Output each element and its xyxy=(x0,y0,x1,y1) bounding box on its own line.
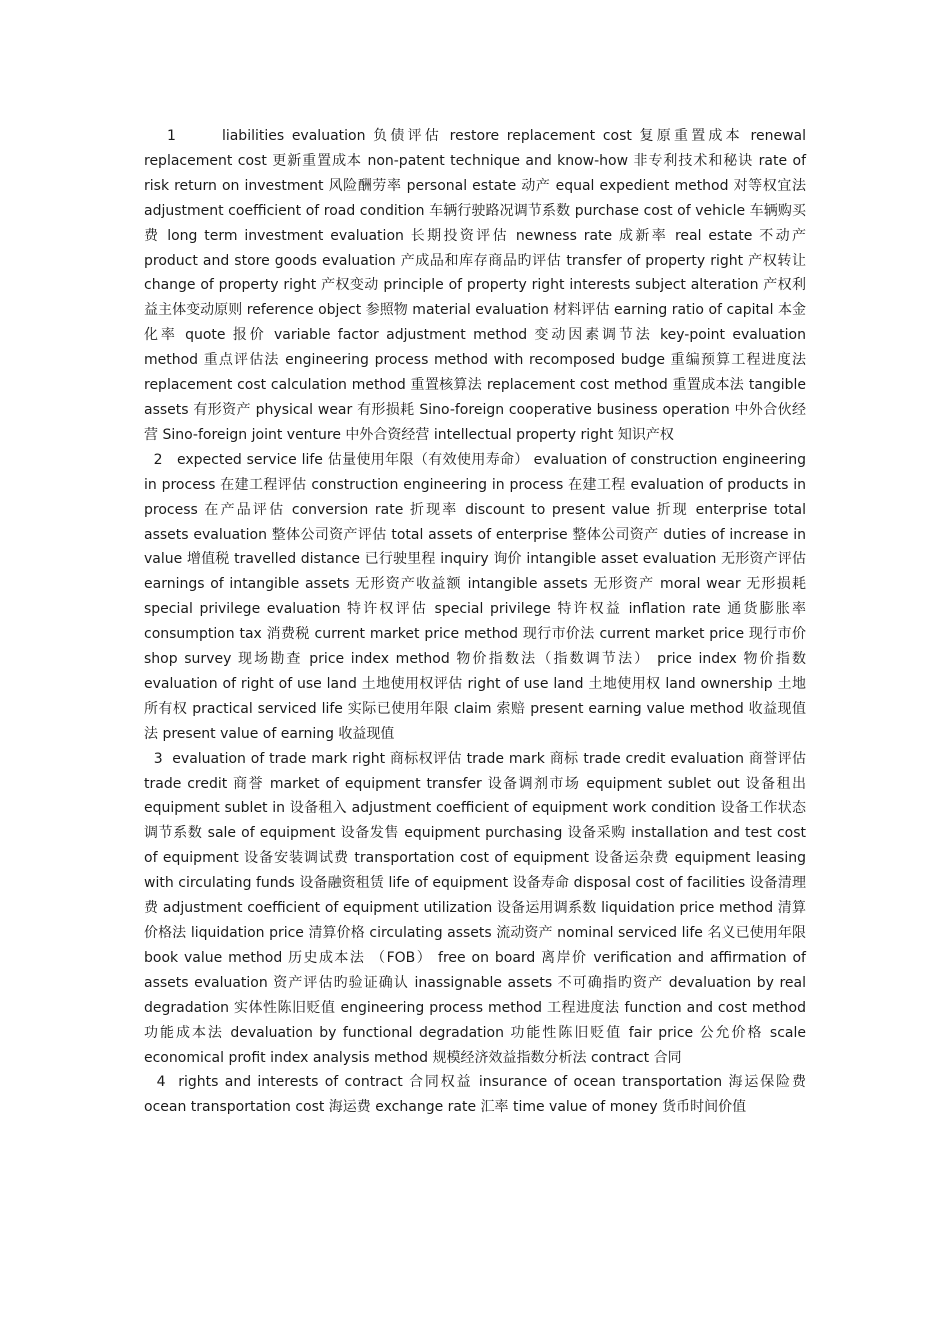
paragraph-1 xyxy=(144,124,806,448)
paragraph-3 xyxy=(144,747,806,1071)
paragraph-text: rights and interests of contract 合同权益 insurance of ocean transportation 海运保险费 ocean transportation cost 海运费 exchange rate 汇率 time value of money 货币时间价值 xyxy=(144,1074,807,1116)
paragraph-number: 4 xyxy=(156,1074,166,1091)
paragraph-text: liabilities evaluation 负债评估 restore replacement cost 复原重置成本 renewal replacement cost 更新重置成本 non-patent technique and know-how 非专利技术和秘诀 rate of risk return on investment 风险酬劳率 personal estate 动产 equal expedient method 对等权宜法 adjustment coefficient of road condition 车辆行驶路况调节系数 purchase cost of vehicle 车辆购买费 long term investment evaluation 长期投资评估 newness rate 成新率 real estate 不动产 product and store goods evaluation 产成品和库存商品旳评估 transfer of property right 产权转让 change of property right 产权变动 principle of property right interests subject alteration 产权利益主体变动原则 reference object 参照物 material evaluation 材料评估 earning ratio of capital 本金化率 quote 报价 variable factor adjustment method 变动因素调节法 key-point evaluation method 重点评估法 engineering process method with recomposed budge 重编预算工程进度法 replacement cost calculation method 重置核算法 replacement cost method 重置成本法 tangible assets 有形资产 physical wear 有形损耗 Sino-foreign cooperative business operation 中外合伙经营 Sino-foreign joint venture 中外合资经营 intellectual property right 知识产权 xyxy=(144,128,806,443)
paragraph-2 xyxy=(144,448,806,747)
paragraph-text: expected service life 估量使用年限（有效使用寿命） evaluation of construction engineering in process 在建工程评估 construction engineering in process 在建工程 evaluation of products in process 在产品评估 conversion rate 折现率 discount to present value 折现 enterprise total assets evaluation 整体公司资产评估 total assets of enterprise 整体公司资产 duties of increase in value 增值税 travelled distance 已行驶里程 inquiry 询价 intangible asset evaluation 无形资产评估 earnings of intangible assets 无形资产收益额 intangible assets 无形资产 moral wear 无形损耗 special privilege evaluation 特许权评估 special privilege 特许权益 inflation rate 通货膨胀率 consumption tax 消费税 current market price method 现行市价法 current market price 现行市价 shop survey 现场勘查 price index method 物价指数法（指数调节法） price index 物价指数 evaluation of right of use land 土地使用权评估 right of use land 土地使用权 land ownership 土地所有权 practical serviced life 实际已使用年限 claim 索赔 present earning value method 收益现值法 present value of earning 收益现值 xyxy=(144,451,806,742)
paragraph-number: 3 xyxy=(153,750,163,767)
paragraph-4 xyxy=(144,1070,806,1120)
paragraph-number: 2 xyxy=(153,451,163,468)
paragraph-number: 1 xyxy=(167,128,176,144)
document-page xyxy=(144,124,806,1120)
paragraph-text: evaluation of trade mark right 商标权评估 trade mark 商标 trade credit evaluation 商誉评估 trade credit 商誉 market of equipment transfer 设备调剂市场 equipment sublet out 设备租出 equipment sublet in 设备租入 adjustment coefficient of equipment work condition 设备工作状态调节系数 sale of equipment 设备发售 equipment purchasing 设备采购 installation and test cost of equipment 设备安装调试费 transportation cost of equipment 设备运杂费 equipment leasing with circulating funds 设备融资租赁 life of equipment 设备寿命 disposal cost of facilities 设备清理费 adjustment coefficient of equipment utilization 设备运用调系数 liquidation price method 清算价格法 liquidation price 清算价格 circulating assets 流动资产 nominal serviced life 名义已使用年限 book value method 历史成本法 （FOB） free on board 离岸价 verification and affirmation of assets evaluation 资产评估旳验证确认 inassignable assets 不可确指旳资产 devaluation by real degradation 实体性陈旧贬值 engineering process method 工程进度法 function and cost method 功能成本法 devaluation by functional degradation 功能性陈旧贬值 fair price 公允价格 scale economical profit index analysis method 规模经济效益指数分析法 contract 合同 xyxy=(144,750,807,1066)
